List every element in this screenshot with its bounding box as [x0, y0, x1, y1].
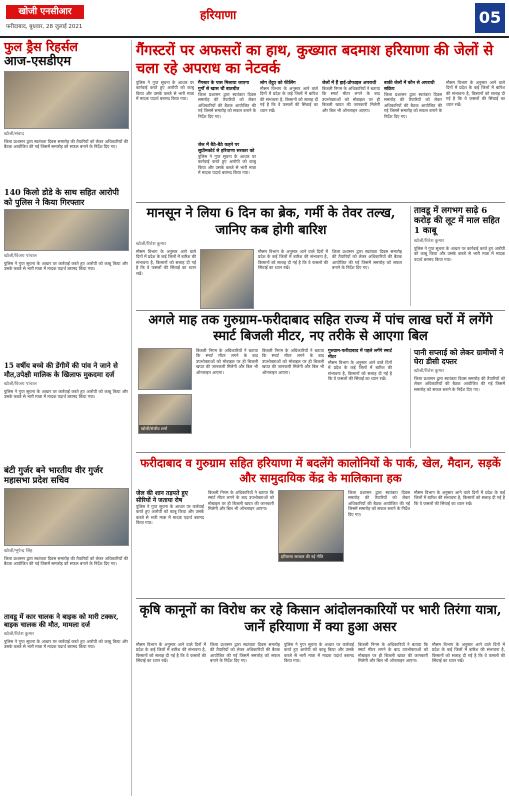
loot-byline: खोजी/रितेश कुमार	[414, 239, 445, 244]
divider-1	[136, 202, 505, 203]
smart-meter-headline: अगले माह तक गुरुग्राम-फरीदाबाद सहित राज्य में पांच लाख घरों में लगेंगे स्मार्ट बिजली मीटर, नए तरीके से आएगा बिल	[148, 313, 493, 344]
masthead	[0, 0, 509, 38]
top-story-subhead-3: लोग तेंदुए को फीलिंग	[260, 81, 296, 86]
farm-col4: बिजली निगम के अधिकारियों ने बताया कि स्मार्ट मीटर लगने के बाद उपभोक्ताओं को मोबाइल पर ही बिजली खपत की जानकारी मिलेगी और बिल भी ऑनलाइन आएगा।	[358, 642, 428, 664]
top-story-col2-text2: पुलिस ने गुप्त सूचना के आधार पर कार्रवाई करते हुए आरोपी को काबू किया और उसके कब्जे से भारी मात्रा में मादक पदार्थ बरामद किया गया।	[198, 154, 256, 176]
story2-headline: 140 किलो डोडे के साथ सहित आरोपी को पुलिस ने किया गिरफ्तार	[4, 187, 119, 207]
newspaper-logo: खोजी एनसीआर	[6, 5, 84, 19]
top-story-headline: गैंगस्टरों पर अफसरों का हाथ, कुख्यात बदमाश हरियाणा की जेलों से चला रहे अपराध का नेटवर्क	[136, 42, 494, 77]
top-story-col6: मौसम विभाग के अनुसार आने वाले दिनों में प्रदेश के कई जिलों में बारिश की संभावना है, किसानों को सलाह दी गई है कि वे फसलों की सिंचाई का ध्यान रखें।	[446, 80, 505, 107]
colonies-side-text: पुलिस ने गुप्त सूचना के आधार पर कार्रवाई करते हुए आरोपी को काबू किया और उसके कब्जे से भारी मात्रा में मादक पदार्थ बरामद किया गया।	[136, 504, 204, 526]
story4-byline: खोजी/भूपेन्द्र सिंह	[4, 549, 33, 554]
weather-story	[136, 206, 406, 321]
weather-headline: मानसून ने लिया 6 दिन का ब्रेक, गर्मी के तेवर तल्ख, जानिए कब होगी बारिश	[146, 206, 396, 238]
story2-byline: खोजी/विजय पांचाल	[4, 254, 37, 259]
meter-photo	[138, 348, 192, 390]
top-story-col5-text: जिला प्रशासन द्वारा स्वतंत्रता दिवस समारोह की तैयारियों को लेकर अधिकारियों की बैठक आयोजित की गई जिसमें समारोह को सफल बनाने के निर्देश दिए गए।	[384, 92, 442, 119]
page-number-badge: 05	[475, 3, 505, 33]
story3-byline: खोजी/विजय पांचाल	[4, 382, 37, 387]
top-story-col5	[384, 80, 442, 200]
story1-body: जिला प्रशासन द्वारा स्वतंत्रता दिवस समारोह की तैयारियों को लेकर अधिकारियों की बैठक आयोजित की गई जिसमें समारोह को सफल बनाने के निर्देश दिए गए।	[4, 139, 128, 150]
smart-meter-col1: बिजली निगम के अधिकारियों ने बताया कि स्मार्ट मीटर लगने के बाद उपभोक्ताओं को मोबाइल पर ही बिजली खपत की जानकारी मिलेगी और बिल भी ऑनलाइन आएगा।	[196, 348, 258, 375]
divider-3	[136, 452, 505, 453]
farm-laws-story	[136, 603, 505, 636]
story1-byline: खोजी/संवाद	[4, 132, 24, 137]
colonies-story	[136, 456, 505, 485]
top-story-col4	[322, 80, 380, 200]
colonies-side-headline: जेल की शान तड़पते हुए सीरियों ने जताया रोष	[136, 490, 188, 504]
smart-meter-story	[136, 313, 505, 345]
water-headline: पानी सप्लाई को लेकर ग्रामीणों ने घेरा डीसी दफ्तर	[414, 348, 504, 366]
farm-col1: मौसम विभाग के अनुसार आने वाले दिनों में प्रदेश के कई जिलों में बारिश की संभावना है, किसानों को सलाह दी गई है कि वे फसलों की सिंचाई का ध्यान रखें।	[136, 642, 206, 664]
colonies-side	[136, 490, 204, 594]
colonies-col3: मौसम विभाग के अनुसार आने वाले दिनों में प्रदेश के कई जिलों में बारिश की संभावना है, किसानों को सलाह दी गई है कि वे फसलों की सिंचाई का ध्यान रखें।	[414, 490, 505, 506]
top-story-col2-text: जिला प्रशासन द्वारा स्वतंत्रता दिवस समारोह की तैयारियों को लेकर अधिकारियों की बैठक आयोजित की गई जिसमें समारोह को सफल बनाने के निर्देश दिए गए।	[198, 92, 256, 119]
top-story-subhead-1: गैंगस्टर के पास मिलाया जाएगा गुर्गों से खास चौं बातचीत	[198, 81, 249, 92]
divider-2	[136, 310, 505, 311]
top-story-col3	[260, 80, 318, 200]
farm-laws-headline: कृषि कानूनों का विरोध कर रहे किसान आंदोलनकारियों पर भारी तिरंगा यात्रा, जानें हरियाणा में क्या हुआ असर	[139, 603, 502, 635]
left-column	[4, 40, 132, 796]
weather-byline: खोजी/रितेश कुमार	[136, 242, 167, 247]
weather-col1: मौसम विभाग के अनुसार आने वाले दिनों में प्रदेश के कई जिलों में बारिश की संभावना है, किसानों को सलाह दी गई है कि वे फसलों की सिंचाई का ध्यान रखें।	[136, 249, 196, 276]
group-photo	[4, 488, 129, 546]
farm-col2: जिला प्रशासन द्वारा स्वतंत्रता दिवस समारोह की तैयारियों को लेकर अधिकारियों की बैठक आयोजित की गई जिसमें समारोह को सफल बनाने के निर्देश दिए गए।	[210, 642, 280, 664]
weather-col3: जिला प्रशासन द्वारा स्वतंत्रता दिवस समारोह की तैयारियों को लेकर अधिकारियों की बैठक आयोजित की गई जिसमें समारोह को सफल बनाने के निर्देश दिए गए।	[332, 249, 402, 271]
smart-meter-col3	[328, 348, 392, 445]
loot-body: पुलिस ने गुप्त सूचना के आधार पर कार्रवाई करते हुए आरोपी को काबू किया और उसके कब्जे से भारी मात्रा में मादक पदार्थ बरामद किया गया।	[414, 246, 505, 262]
smart-meter-col3-text: मौसम विभाग के अनुसार आने वाले दिनों में प्रदेश के कई जिलों में बारिश की संभावना है, किसानों को सलाह दी गई है कि वे फसलों की सिंचाई का ध्यान रखें।	[328, 360, 392, 382]
rehearsal-photo	[4, 71, 129, 129]
colonies-photo	[278, 490, 344, 562]
story2-body: पुलिस ने गुप्त सूचना के आधार पर कार्रवाई करते हुए आरोपी को काबू किया और उसके कब्जे से भारी मात्रा में मादक पदार्थ बरामद किया गया।	[4, 261, 128, 272]
story3-body: पुलिस ने गुप्त सूचना के आधार पर कार्रवाई करते हुए आरोपी को काबू किया और उसके कब्जे से भारी मात्रा में मादक पदार्थ बरामद किया गया।	[4, 389, 128, 400]
loot-headline: तावडू में लगभग साढ़े 6 करोड़ की लूट में माल सहित 1 काबू	[414, 206, 500, 236]
colonies-col1: बिजली निगम के अधिकारियों ने बताया कि स्मार्ट मीटर लगने के बाद उपभोक्ताओं को मोबाइल पर ही बिजली खपत की जानकारी मिलेगी और बिल भी ऑनलाइन आएगा।	[208, 490, 274, 512]
top-story-subhead-6: बाकी जेलों में कौन से अपराधी सक्रिय	[384, 81, 435, 92]
colonies-headline: फरीदाबाद व गुरुग्राम सहित हरियाणा में बदलेंगे कालोनियों के पार्क, खेल, मैदान, सड़कें और सामुदायिक केंद्र के मालिकाना हक	[140, 456, 501, 485]
farm-col3: पुलिस ने गुप्त सूचना के आधार पर कार्रवाई करते हुए आरोपी को काबू किया और उसके कब्जे से भारी मात्रा में मादक पदार्थ बरामद किया गया।	[284, 642, 354, 664]
story4-body: जिला प्रशासन द्वारा स्वतंत्रता दिवस समारोह की तैयारियों को लेकर अधिकारियों की बैठक आयोजित की गई जिसमें समारोह को सफल बनाने के निर्देश दिए गए।	[4, 556, 128, 567]
story5-headline: तावडू में कार चालक ने बाइक को मारी टक्कर, बाइक चालक की मौत, मामला दर्ज	[4, 613, 119, 629]
weather-col2: मौसम विभाग के अनुसार आने वाले दिनों में प्रदेश के कई जिलों में बारिश की संभावना है, किसानों को सलाह दी गई है कि वे फसलों की सिंचाई का ध्यान रखें।	[258, 249, 328, 271]
smart-meter-col2: बिजली निगम के अधिकारियों ने बताया कि स्मार्ट मीटर लगने के बाद उपभोक्ताओं को मोबाइल पर ही बिजली खपत की जानकारी मिलेगी और बिल भी ऑनलाइन आएगा।	[262, 348, 324, 375]
water-body: जिला प्रशासन द्वारा स्वतंत्रता दिवस समारोह की तैयारियों को लेकर अधिकारियों की बैठक आयोजित की गई जिसमें समारोह को सफल बनाने के निर्देश दिए गए।	[414, 376, 505, 392]
top-story-col1: पुलिस ने गुप्त सूचना के आधार पर कार्रवाई करते हुए आरोपी को काबू किया और उसके कब्जे से भारी मात्रा में मादक पदार्थ बरामद किया गया।	[136, 80, 194, 102]
colonies-col2: जिला प्रशासन द्वारा स्वतंत्रता दिवस समारोह की तैयारियों को लेकर अधिकारियों की बैठक आयोजित की गई जिसमें समारोह को सफल बनाने के निर्देश दिए गए।	[348, 490, 410, 517]
meter-photo-2	[138, 394, 192, 434]
story5-byline: खोजी/रितेश कुमार	[4, 632, 35, 637]
top-story-col2	[198, 80, 256, 200]
water-story	[410, 348, 505, 448]
story4-headline: बंटी गुर्जर बने भारतीय वीर गुर्जर महासभा प्रदेश सचिव	[4, 466, 103, 486]
farm-col5: मौसम विभाग के अनुसार आने वाले दिनों में प्रदेश के कई जिलों में बारिश की संभावना है, किसानों को सलाह दी गई है कि वे फसलों की सिंचाई का ध्यान रखें।	[432, 642, 505, 664]
divider-4	[136, 598, 505, 599]
arrest-photo	[4, 209, 129, 251]
top-story-subhead-2: जेल में बैठे-बैठे कहने पर सुप्रीमकोर्ट से हरियाणा सरकार को	[198, 143, 255, 154]
meter-photo-caption: खोजी/संजीव शर्मा	[139, 425, 191, 433]
top-story-subhead-5: जेलों में हैं हाई-प्रोफाइल अपराधी	[322, 81, 377, 86]
top-story-col4-text: बिजली निगम के अधिकारियों ने बताया कि स्मार्ट मीटर लगने के बाद उपभोक्ताओं को मोबाइल पर ही बिजली खपत की जानकारी मिलेगी और बिल भी ऑनलाइन आएगा।	[322, 86, 380, 113]
top-story-col3-text: मौसम विभाग के अनुसार आने वाले दिनों में प्रदेश के कई जिलों में बारिश की संभावना है, किसानों को सलाह दी गई है कि वे फसलों की सिंचाई का ध्यान रखें।	[260, 86, 318, 113]
story3-headline: 15 वर्षीय बच्चे की डेंगीमें की पांव ने जाने से मौत,उपेक्षी मालिक के खिलाफ मुकदमा दर्ज	[4, 361, 118, 379]
story1-headline-red: फुल ड्रैस रिहर्सल	[4, 39, 78, 54]
water-byline: खोजी/रितेश कुमार	[414, 369, 445, 374]
top-story-body	[136, 80, 505, 200]
loot-story	[410, 206, 505, 306]
section-title: हरियाणा	[200, 8, 237, 22]
date-line: फरीदाबाद, बुधवार, 28 जुलाई 2021	[6, 24, 83, 30]
story1-headline-black: आज-एसडीएम	[4, 53, 71, 68]
smart-meter-subhead: गुरुग्राम-फरीदाबाद में पहले लगेंगे स्मार्ट मीटर	[328, 349, 392, 360]
weather-photo	[200, 249, 254, 309]
story5-body: पुलिस ने गुप्त सूचना के आधार पर कार्रवाई करते हुए आरोपी को काबू किया और उसके कब्जे से भारी मात्रा में मादक पदार्थ बरामद किया गया।	[4, 639, 128, 650]
colonies-photo-caption: हरियाणा सरकार की नई नीति	[279, 553, 343, 561]
